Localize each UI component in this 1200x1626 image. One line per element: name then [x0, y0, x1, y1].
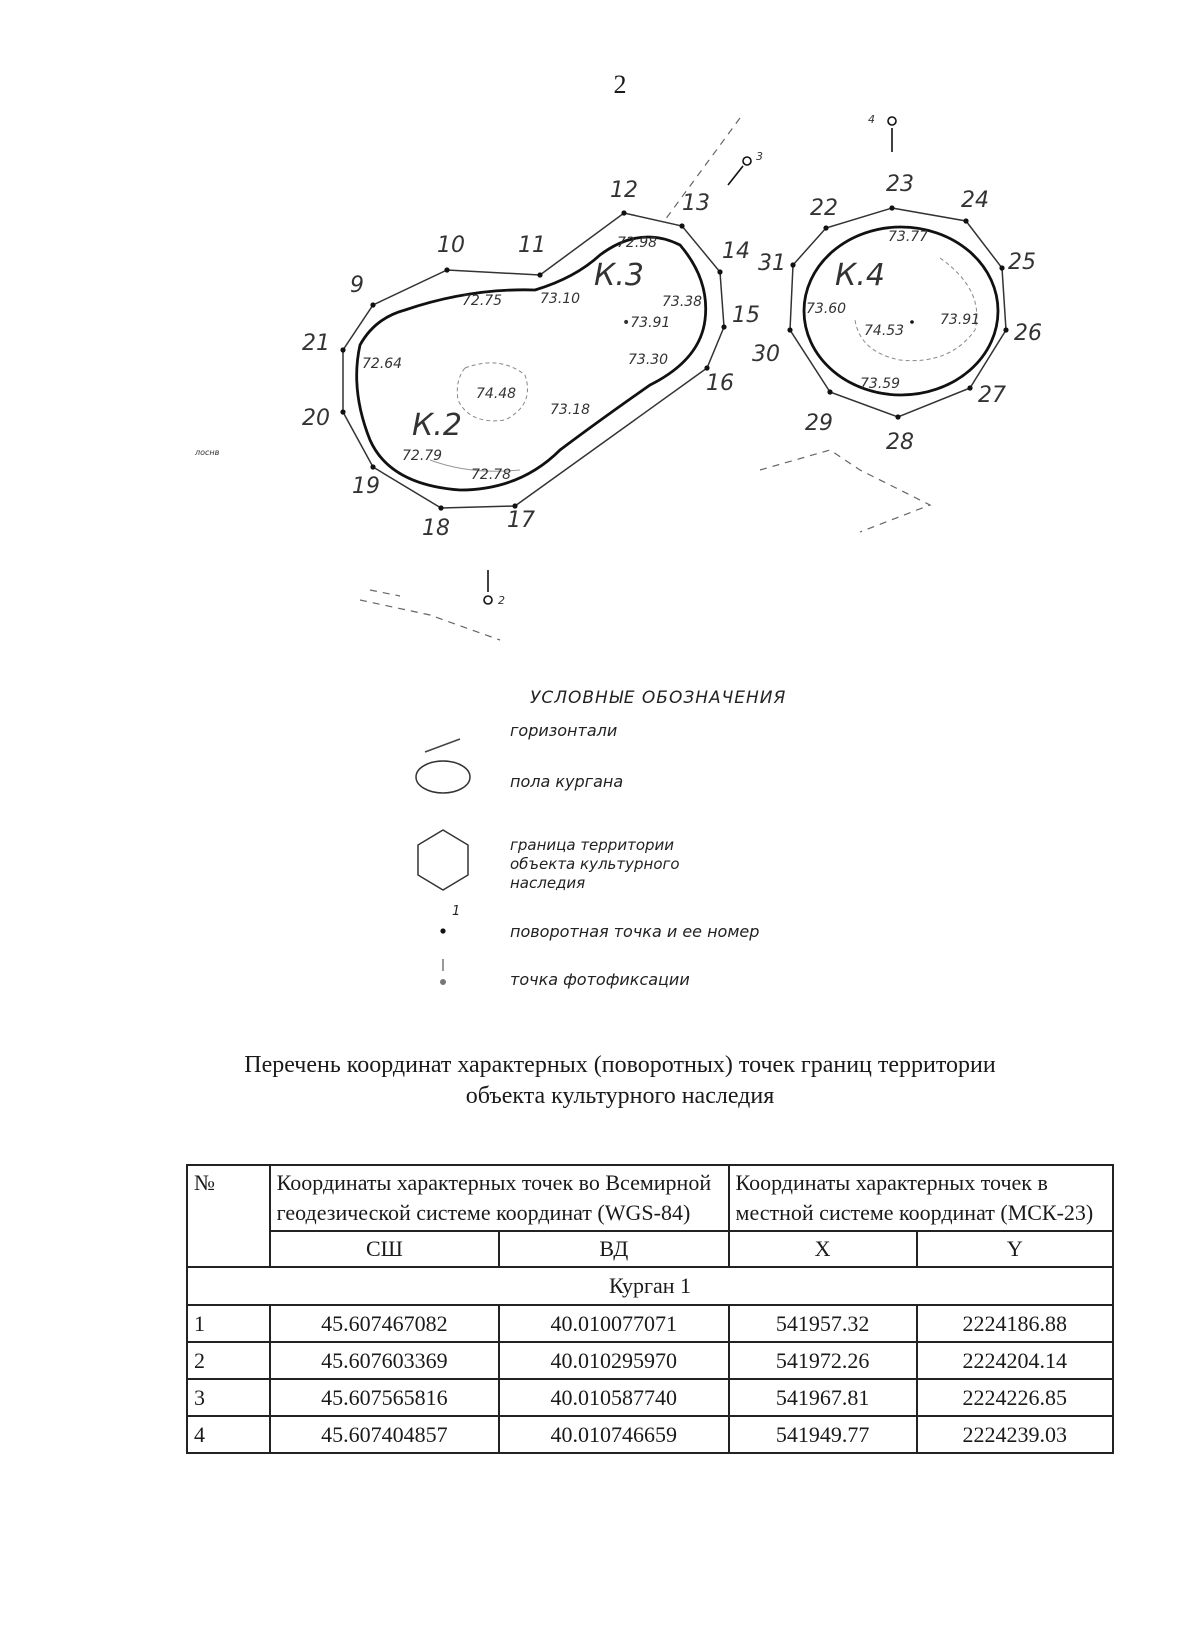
boundary-symbol [418, 830, 468, 890]
sub-header-x: X [729, 1231, 917, 1267]
point-number: 31 [758, 251, 786, 276]
table-row [187, 1416, 1113, 1453]
coordinates-table [186, 1164, 1114, 1454]
point-number: 24 [961, 188, 989, 213]
point-number: 19 [352, 474, 380, 499]
boundary-point-numbers [302, 172, 1042, 541]
legend-turn-point-sample-number: 1 [452, 904, 461, 919]
legend-photo-point: точка фотофиксации [510, 970, 690, 989]
cell-lat: 45.607565816 [270, 1379, 499, 1416]
point-number: 14 [722, 239, 750, 264]
point-number: 10 [437, 233, 465, 258]
point-number: 18 [422, 516, 450, 541]
stray-label: лоснв [195, 448, 220, 457]
point-number: 15 [732, 303, 760, 328]
site-plan [0, 0, 1200, 660]
sub-header-y: Y [917, 1231, 1113, 1267]
photo-point-number: 4 [868, 113, 875, 126]
elevation: 73.60 [806, 301, 847, 317]
mound-label-k4: К.4 [835, 258, 885, 293]
elevation: 73.10 [540, 291, 581, 307]
point-number: 27 [978, 383, 1006, 408]
point-number: 25 [1008, 250, 1036, 275]
table-title-line: объекта культурного наследия [465, 1083, 775, 1109]
photo-point-symbol [440, 979, 446, 985]
wgs-header: Координаты характерных точек во Всемирной геодезической системе координат (WGS-84) [270, 1165, 729, 1231]
point-number: 22 [810, 196, 838, 221]
table-title-line: Перечень координат характерных (поворотных) точек границ территории [244, 1052, 996, 1078]
elevation: 73.77 [888, 229, 929, 245]
elevation: 73.30 [628, 352, 669, 368]
cell-y: 2224226.85 [917, 1379, 1113, 1416]
sub-header-lat: СШ [270, 1231, 499, 1267]
point-number: 11 [518, 233, 546, 258]
cell-lon: 40.010077071 [499, 1305, 728, 1342]
elevation: 73.38 [662, 294, 703, 310]
cell-number: 1 [187, 1305, 270, 1342]
k4-summit-dot [910, 320, 914, 324]
elevation: 74.48 [476, 386, 517, 402]
point-number: 13 [682, 191, 710, 216]
elevation: 73.18 [550, 402, 591, 418]
table-row [187, 1305, 1113, 1342]
cell-y: 2224186.88 [917, 1305, 1113, 1342]
cell-x: 541967.81 [729, 1379, 917, 1416]
photo-point-number: 2 [498, 594, 505, 607]
mound-label-k3: К.3 [594, 258, 644, 293]
elevation: 72.64 [362, 356, 403, 372]
point-number: 9 [350, 273, 364, 298]
cell-y: 2224204.14 [917, 1342, 1113, 1379]
elevation: 72.79 [402, 448, 443, 464]
elevation: •73.91 [622, 315, 671, 331]
page-number: 2 [613, 70, 627, 99]
sub-header-lon: ВД [499, 1231, 728, 1267]
table-row [187, 1379, 1113, 1416]
legend-mound-floor: пола кургана [510, 772, 624, 791]
legend-boundary-line: объекта культурного [510, 855, 680, 873]
point-number: 30 [752, 342, 780, 367]
cell-x: 541957.32 [729, 1305, 917, 1342]
legend-boundary-line: граница территории [510, 836, 675, 854]
legend-boundary [510, 836, 680, 893]
cell-lat: 45.607404857 [270, 1416, 499, 1453]
point-number: 20 [302, 406, 330, 431]
cell-lon: 40.010587740 [499, 1379, 728, 1416]
elevation: 72.75 [462, 293, 503, 309]
msk-header: Координаты характерных точек в местной системе координат (МСК-23) [729, 1165, 1113, 1231]
cell-lat: 45.607467082 [270, 1305, 499, 1342]
legend-turn-point: поворотная точка и ее номер [510, 922, 760, 941]
col-number-header: № [187, 1165, 270, 1267]
legend-boundary-line: наследия [510, 874, 586, 892]
point-number: 21 [302, 331, 330, 356]
photo-point-number: 3 [756, 150, 763, 163]
turn-point-symbol [440, 928, 445, 933]
point-number: 17 [507, 508, 535, 533]
group-row: Курган 1 [187, 1267, 1113, 1305]
cell-y: 2224239.03 [917, 1416, 1113, 1453]
cell-lon: 40.010746659 [499, 1416, 728, 1453]
elevation: 73.91 [940, 312, 981, 328]
legend-title: УСЛОВНЫЕ ОБОЗНАЧЕНИЯ [530, 688, 787, 708]
cell-number: 4 [187, 1416, 270, 1453]
cell-x: 541972.26 [729, 1342, 917, 1379]
mound-label-k2: К.2 [412, 408, 462, 443]
cell-number: 2 [187, 1342, 270, 1379]
point-number: 29 [805, 411, 833, 436]
cell-lat: 45.607603369 [270, 1342, 499, 1379]
table-title [160, 1050, 1080, 1112]
point-number: 12 [610, 178, 638, 203]
table-row [187, 1342, 1113, 1379]
point-number: 28 [886, 430, 914, 455]
legend-contours: горизонтали [510, 721, 618, 740]
cell-lon: 40.010295970 [499, 1342, 728, 1379]
elevation: 72.98 [617, 235, 658, 251]
point-number: 26 [1014, 321, 1042, 346]
point-number: 16 [706, 371, 734, 396]
cell-x: 541949.77 [729, 1416, 917, 1453]
contour-symbol [425, 739, 460, 752]
legend-symbols [410, 735, 520, 995]
elevation: 72.78 [471, 467, 512, 483]
elevation: 73.59 [860, 376, 901, 392]
elevation: 74.53 [864, 323, 905, 339]
point-number: 23 [886, 172, 914, 197]
cell-number: 3 [187, 1379, 270, 1416]
mound-floor-symbol [416, 761, 470, 793]
